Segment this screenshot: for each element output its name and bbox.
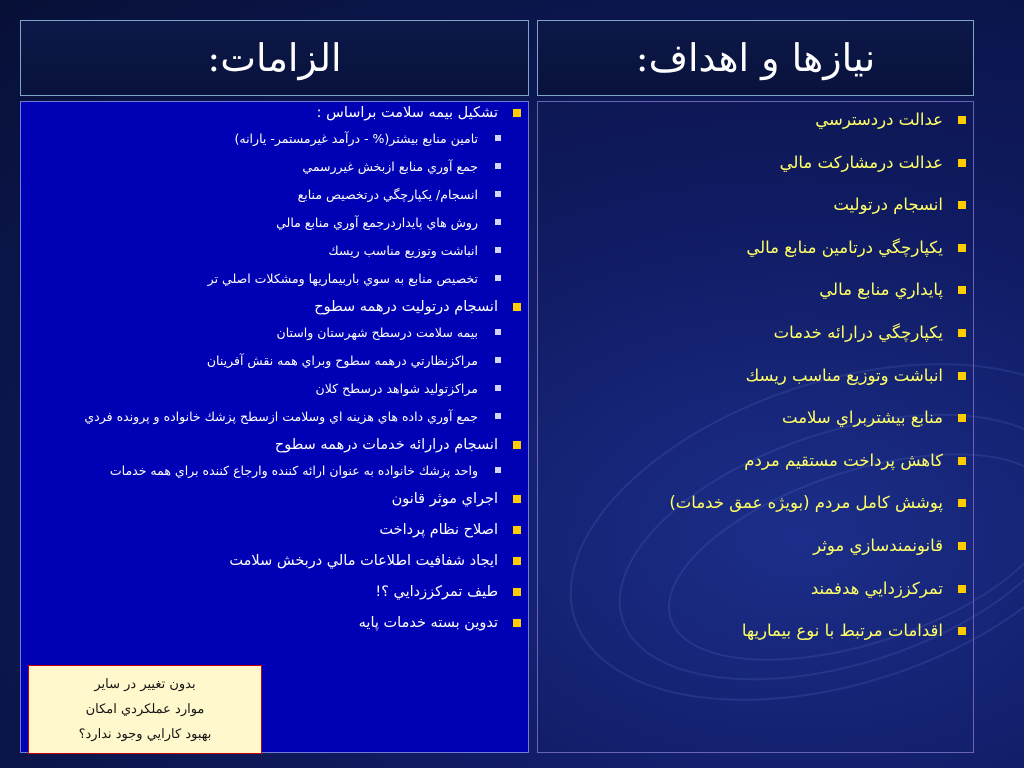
requirement-subitem: تخصيص منابع به سوي باربيماريها ومشكلات اصلي تر bbox=[31, 269, 478, 288]
requirement-item bbox=[31, 552, 498, 571]
requirements-list bbox=[31, 104, 498, 633]
requirement-item bbox=[31, 521, 498, 540]
goal-item: تمركززدايي هدفمند bbox=[548, 578, 943, 600]
requirement-item-text: انسجام درتوليت درهمه سطوح bbox=[314, 299, 498, 315]
goal-item: عدالت درمشاركت مالي bbox=[548, 152, 943, 174]
requirement-subitem: انسجام/ يكپارچگي درتخصيص منابع bbox=[31, 185, 478, 204]
goal-item: پايداري منابع مالي bbox=[548, 279, 943, 301]
requirement-item bbox=[31, 490, 498, 509]
needs-goals-panel bbox=[537, 101, 974, 753]
requirement-item-text: ايجاد شفافيت اطلاعات مالي دربخش سلامت bbox=[229, 553, 498, 569]
note-line: بهبود كارايي وجود ندارد؟ bbox=[78, 727, 212, 742]
goal-item: پوشش كامل مردم (بويژه عمق خدمات) bbox=[548, 492, 943, 514]
requirement-subitem: روش هاي پايداردرجمع آوري منابع مالي bbox=[31, 213, 478, 232]
requirement-item bbox=[31, 104, 498, 288]
requirement-item-text: طيف تمركززدايي ؟! bbox=[375, 584, 498, 600]
requirement-subitem: جمع آوري داده هاي هزينه اي وسلامت ازسطح پزشك خانواده و پرونده فردي bbox=[31, 407, 478, 426]
needs-goals-title bbox=[537, 20, 974, 96]
requirement-sublist bbox=[31, 129, 498, 288]
requirements-title bbox=[20, 20, 529, 96]
note-line: بدون تغيير در ساير bbox=[94, 677, 196, 692]
needs-goals-title-text: نيازها و اهداف: bbox=[635, 36, 876, 80]
requirement-item bbox=[31, 583, 498, 602]
goal-item: يكپارچگي درارائه خدمات bbox=[548, 322, 943, 344]
needs-goals-list bbox=[548, 109, 943, 642]
requirement-subitem: انباشت وتوزيع مناسب ريسك bbox=[31, 241, 478, 260]
requirement-sublist bbox=[31, 323, 498, 426]
goal-item: انسجام درتوليت bbox=[548, 194, 943, 216]
requirement-subitem: جمع آوري منابع ازبخش غيررسمي bbox=[31, 157, 478, 176]
requirement-item-text: تدوين بسته خدمات پايه bbox=[358, 615, 498, 631]
note-line: موارد عملكردي امكان bbox=[85, 702, 205, 717]
goal-item: منابع بيشتربراي سلامت bbox=[548, 407, 943, 429]
requirement-item-text: تشكيل بيمه سلامت براساس : bbox=[316, 105, 498, 121]
requirement-sublist bbox=[31, 461, 498, 480]
goal-item: عدالت دردسترسي bbox=[548, 109, 943, 131]
requirement-item-text: اصلاح نظام پرداخت bbox=[379, 522, 498, 538]
requirements-panel bbox=[20, 101, 529, 753]
goal-item: كاهش پرداخت مستقيم مردم bbox=[548, 450, 943, 472]
requirement-subitem: مراكزتوليد شواهد درسطح كلان bbox=[31, 379, 478, 398]
goal-item: يكپارچگي درتامين منابع مالي bbox=[548, 237, 943, 259]
requirements-title-text: الزامات: bbox=[207, 36, 342, 80]
goal-item: انباشت وتوزيع مناسب ريسك bbox=[548, 365, 943, 387]
goal-item: اقدامات مرتبط با نوع بيماريها bbox=[548, 620, 943, 642]
requirement-subitem: تامين منابع بيشتر(% - درآمد غيرمستمر- يارانه) bbox=[31, 129, 478, 148]
requirement-item bbox=[31, 298, 498, 426]
efficiency-note bbox=[28, 665, 262, 754]
requirement-subitem: واحد پزشك خانواده به عنوان ارائه كننده وارجاع كننده براي همه خدمات bbox=[31, 461, 478, 480]
requirement-item-text: انسجام درارائه خدمات درهمه سطوح bbox=[274, 437, 498, 453]
requirement-item bbox=[31, 614, 498, 633]
requirement-item bbox=[31, 436, 498, 480]
requirement-item-text: اجراي موثر قانون bbox=[391, 491, 498, 507]
goal-item: قانونمندسازي موثر bbox=[548, 535, 943, 557]
requirement-subitem: مراكزنظارتي درهمه سطوح وبراي همه نقش آفرينان bbox=[31, 351, 478, 370]
requirement-subitem: بيمه سلامت درسطح شهرستان واستان bbox=[31, 323, 478, 342]
